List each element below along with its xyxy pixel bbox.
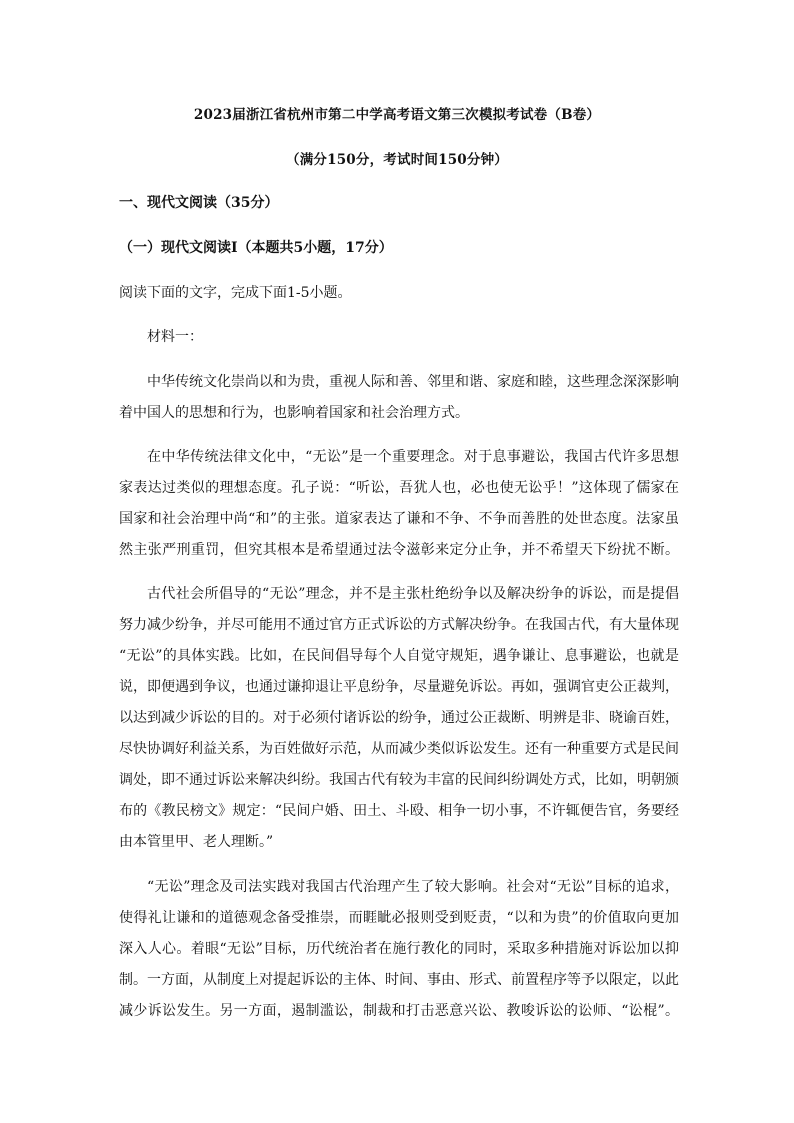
- paragraph-3-line-9: 由本管里甲、老人理断。”: [119, 834, 274, 850]
- paragraph-4-line-3: 深入人心。着眼“无讼”目标，历代统治者在施行教化的同时，采取多种措施对诉讼加以抑: [119, 941, 679, 957]
- paragraph-4-line-5: 减少诉讼发生。另一方面，遏制滥讼，制裁和打击恶意兴讼、教唆诉讼的讼师、“讼棍”。: [119, 1003, 679, 1019]
- instruction-text: 阅读下面的文字，完成下面1-5小题。: [119, 285, 352, 301]
- paragraph-3-line-3: “无讼”的具体实践。比如，在民间倡导每个人自觉守规矩，遇争谦让、息事避讼，也就是: [119, 648, 679, 664]
- material-label: 材料一：: [147, 329, 203, 345]
- paragraph-3-line-4: 说，即便遇到争议，也通过谦抑退让平息纷争，尽量避免诉讼。再如，强调官吏公正裁判，: [119, 679, 679, 695]
- paragraph-3-line-2: 努力减少纷争，并尽可能用不通过官方正式诉讼的方式解决纷争。在我国古代，有大量体现: [119, 617, 679, 633]
- paragraph-3-line-1: 古代社会所倡导的“无讼”理念，并不是主张杜绝纷争以及解决纷争的诉讼，而是提倡: [147, 586, 679, 602]
- subsection-heading: （一）现代文阅读Ⅰ（本题共5小题，17分）: [119, 240, 393, 256]
- paragraph-3-line-6: 尽快协调好利益关系，为百姓做好示范，从而减少类似诉讼发生。还有一种重要方式是民间: [119, 741, 679, 757]
- paragraph-4-line-1: “无讼”理念及司法实践对我国古代治理产生了较大影响。社会对“无讼”目标的追求，: [147, 879, 679, 895]
- paragraph-1-line-1: 中华传统文化崇尚以和为贵，重视人际和善、邻里和谐、家庭和睦，这些理念深深影响: [147, 374, 679, 390]
- paragraph-2-line-2: 家表达过类似的理想态度。孔子说：“听讼，吾犹人也，必也使无讼乎！”这体现了儒家在: [119, 480, 679, 496]
- paragraph-4-line-4: 制。一方面，从制度上对提起诉讼的主体、时间、事由、形式、前置程序等予以限定，以此: [119, 972, 679, 988]
- paragraph-3-line-5: 以达到减少诉讼的目的。对于必须付诸诉讼的纷争，通过公正裁断、明辨是非、晓谕百姓，: [119, 710, 679, 726]
- exam-subtitle: （满分150分，考试时间150分钟）: [286, 152, 508, 168]
- paragraph-1-line-2: 着中国人的思想和行为，也影响着国家和社会治理方式。: [119, 405, 469, 421]
- section-heading: 一、现代文阅读（35分）: [119, 195, 279, 211]
- paragraph-2-line-4: 然主张严刑重罚，但究其根本是希望通过法令滋彰来定分止争，并不希望天下纷扰不断。: [119, 542, 679, 558]
- paragraph-3-line-7: 调处，即不通过诉讼来解决纠纷。我国古代有较为丰富的民间纠纷调处方式，比如，明朝颁: [119, 772, 679, 788]
- paragraph-3-line-8: 布的《教民榜文》规定：“民间户婚、田土、斗殴、相争一切小事，不许辄便告官，务要经: [119, 803, 679, 819]
- exam-title: 2023届浙江省杭州市第二中学高考语文第三次模拟考试卷（B卷）: [193, 107, 601, 123]
- paragraph-2-line-1: 在中华传统法律文化中，“无讼”是一个重要理念。对于息事避讼，我国古代许多思想: [147, 449, 679, 465]
- paragraph-2-line-3: 国家和社会治理中尚“和”的主张。道家表达了谦和不争、不争而善胜的处世态度。法家虽: [119, 511, 679, 527]
- paragraph-4-line-2: 使得礼让谦和的道德观念备受推崇，而睚眦必报则受到贬责，“以和为贵”的价值取向更加: [119, 910, 679, 926]
